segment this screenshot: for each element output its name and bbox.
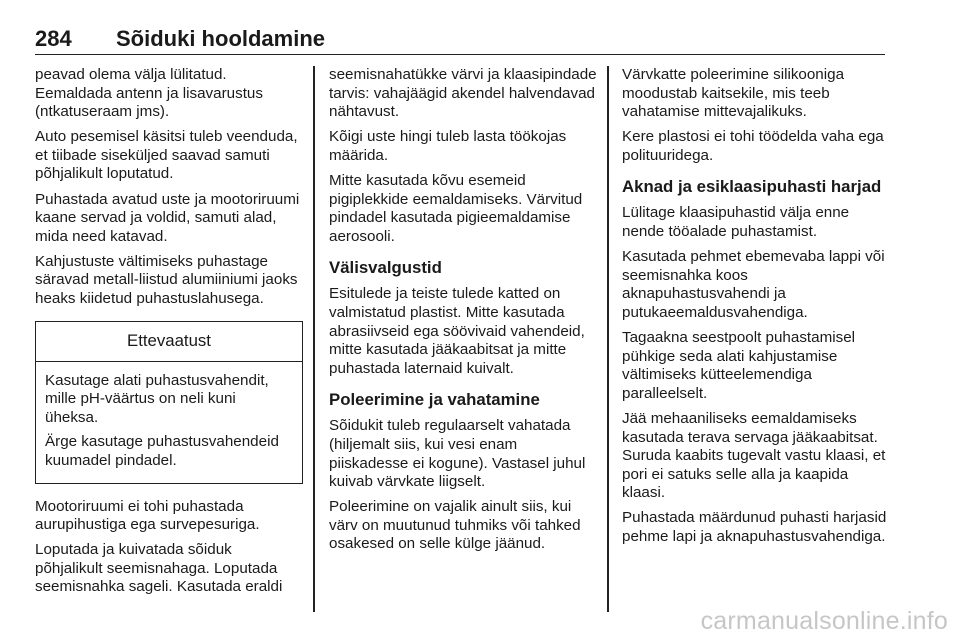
paragraph: Esitulede ja teiste tulede katted on valmistatud plastist. Mitte kasutada abrasiivseid ega söövivaid vahendeid, mitte kasutada jääkaabitsat ja mitte puhastada laternaid kuivalt.	[329, 285, 585, 377]
column-1	[35, 66, 303, 604]
watermark: carmanualsonline.info	[700, 607, 948, 635]
page-number: 284	[35, 26, 72, 51]
paragraph: Kasutada pehmet ebemevaba lappi või seemisnahka koos aknapuhastusvahendi ja putukaeemaldusvahendiga.	[622, 248, 885, 321]
column-3	[622, 66, 890, 553]
page-title: Sõiduki hooldamine	[116, 26, 326, 51]
paragraph: Puhastada avatud uste ja mootoriruumi kaane servad ja voldid, samuti alad, mida need katavad.	[35, 190, 300, 245]
paragraph: Mitte kasutada kõvu esemeid pigiplekkide eemaldamiseks. Värvitud pindadel kasutada pigieemaldamise aerosooli.	[329, 171, 583, 245]
section-heading: Aknad ja esiklaasipuhasti harjad	[622, 177, 882, 197]
caution-title: Ettevaatust	[36, 322, 302, 362]
paragraph: Lülitage klaasipuhastid välja enne nende tööalade puhastamist.	[622, 204, 850, 241]
paragraph: Sõidukit tuleb regulaarselt vahatada (hiljemalt siis, kui vesi enam piiskadesse ei kogune). Vastasel juhul kuivab värvkate liigselt.	[329, 417, 586, 491]
caution-paragraph: Kasutage alati puhastusvahendit, mille pH-väärtus on neli kuni üheksa.	[45, 371, 269, 426]
paragraph: Auto pesemisel käsitsi tuleb veenduda, et tiibade siseküljed saavad samuti põhjalikult loputatud.	[35, 128, 298, 183]
paragraph: Puhastada määrdunud puhasti harjasid pehme lapi ja aknapuhastusvahendiga.	[622, 509, 887, 545]
paragraph: Kahjustuste vältimiseks puhastage säravad metall-liistud alumiiniumi jaoks heaks kiidetud puhastuslahusega.	[35, 252, 298, 308]
paragraph: Loputada ja kuivatada sõiduk põhjalikult seemisnahaga. Loputada seemisnahka sageli. Kasutada eraldi	[35, 541, 283, 596]
caution-paragraph: Ärge kasutage puhastusvahendeid kuumadel pindadel.	[45, 433, 279, 469]
column-divider	[313, 66, 315, 612]
section-heading: Välisvalgustid	[329, 258, 442, 278]
paragraph: Kere plastosi ei tohi töödelda vaha ega polituuridega.	[622, 128, 884, 164]
page-header	[35, 28, 885, 55]
paragraph: seemisnahatükke värvi ja klaasipindade tarvis: vahajäägid akendel halvendavad nähtavust.	[329, 66, 597, 121]
paragraph: Kõigi uste hingi tuleb lasta töökojas määrida.	[329, 128, 567, 164]
paragraph: Värvkatte poleerimine silikooniga moodustab kaitsekile, mis teeb vahatamise mittevajalikuks.	[622, 66, 845, 121]
caution-body	[36, 362, 302, 483]
caution-box	[35, 321, 303, 484]
paragraph: Mootoriruumi ei tohi puhastada aurupihustiga ega survepesuriga.	[35, 497, 260, 534]
paragraph: Poleerimine on vajalik ainult siis, kui värv on muutunud tuhmiks või tahked osakesed on selle külge jäänud.	[329, 498, 581, 553]
section-heading: Poleerimine ja vahatamine	[329, 390, 540, 410]
column-2	[329, 66, 597, 560]
paragraph: Tagaakna seestpoolt puhastamisel pühkige seda alati kahjustamise vältimiseks kütteelemendiga paralleelselt.	[622, 329, 856, 402]
paragraph: peavad olema välja lülitatud. Eemaldada antenn ja lisavarustus (ntkatuseraam jms).	[35, 66, 263, 121]
column-divider	[607, 66, 609, 612]
paragraph: Jää mehaaniliseks eemaldamiseks kasutada terava servaga jääkaabitsat. Suruda kaabits tugevalt vastu klaasi, et pori ei satuks selle alla ja kaapida klaasi.	[622, 409, 886, 502]
